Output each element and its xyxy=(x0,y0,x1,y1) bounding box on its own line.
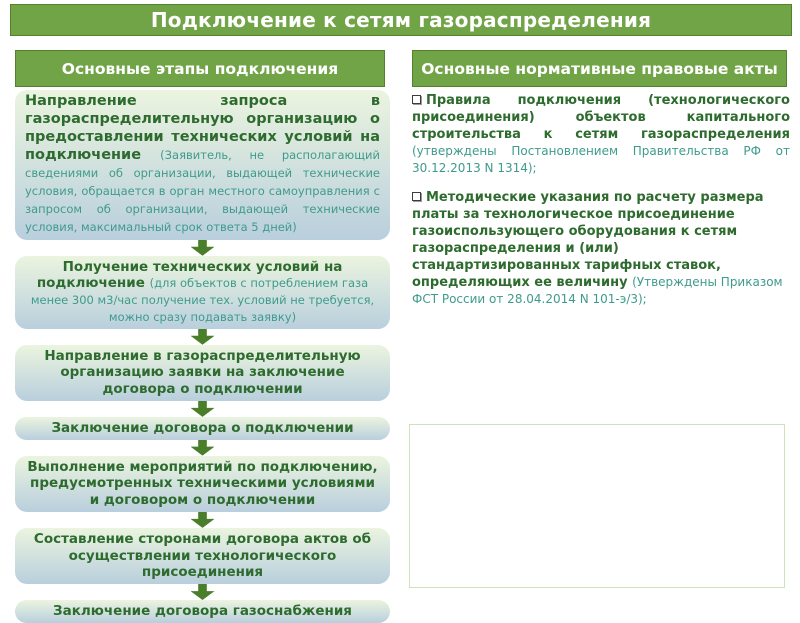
flow-step-2-note: (для объектов с потреблением газа менее 300 м3/час получение тех. условий не требуется, можно сразу подавать заявку) xyxy=(30,276,375,324)
right-panel-header-label: Основные нормативные правовые акты xyxy=(421,59,778,78)
flow-step-1-text: Направление запроса в газораспределительную организацию о предоставлении технических условий на подключение xyxy=(25,93,380,163)
flow-step-4-text: Заключение договора о подключении xyxy=(51,419,354,436)
flow-step-1-note: (Заявитель, не располагающий сведениями об организации, выдающей технические условия, обращается в орган местного самоуправления с запросом об организации, выдающей технические условия, максимальный срок ответа 5 дней) xyxy=(25,147,380,234)
flow-step-7-text: Заключение договора газоснабжения xyxy=(53,603,352,620)
flow-step-4 xyxy=(15,417,390,440)
down-arrow-icon xyxy=(191,329,215,345)
down-arrow-icon xyxy=(191,401,215,417)
slide-title-banner xyxy=(10,4,792,36)
legal-act-2-note: (Утверждены Приказом ФСТ России от 28.04.2014 N 101-э/3); xyxy=(412,274,783,306)
flow-step-6 xyxy=(15,528,390,584)
square-bullet-icon xyxy=(412,192,421,201)
slide-title: Подключение к сетям газораспределения xyxy=(150,8,652,32)
steps-flowchart xyxy=(15,90,390,620)
down-arrow-icon xyxy=(191,584,215,600)
square-bullet-icon xyxy=(412,95,421,104)
content-placeholder-box xyxy=(409,424,785,588)
flow-step-6-text: Составление сторонами договора актов об осуществлении технологического присоединения xyxy=(33,530,372,581)
flow-step-3 xyxy=(15,345,390,401)
flow-step-7 xyxy=(15,600,390,623)
legal-act-item-2 xyxy=(412,190,790,308)
legal-acts-list xyxy=(412,93,790,322)
flow-step-5 xyxy=(15,456,390,512)
right-panel-header xyxy=(412,50,787,87)
down-arrow-icon xyxy=(191,440,215,456)
legal-act-item-1 xyxy=(412,93,790,177)
left-panel-header-label: Основные этапы подключения xyxy=(61,59,339,78)
flow-step-1 xyxy=(15,90,390,240)
flow-step-2-text: Получение технических условий на подключение xyxy=(36,258,343,292)
legal-act-2-text: Методические указания по расчету размера платы за технологическое присоединение газоиспользующего оборудования к сетям газораспределения и (или) стандартизированных тарифных ставок, определяющих ее величину xyxy=(412,190,764,290)
left-panel-header xyxy=(15,50,385,87)
flow-step-5-text: Выполнение мероприятий по подключению, предусмотренных техническими условиями и договором о подключении xyxy=(27,458,378,509)
legal-act-1-text: Правила подключения (технологического присоединения) объектов капитального строительства к сетям газораспределения xyxy=(412,93,790,142)
legal-act-1-note: (утверждены Постановлением Правительства РФ от 30.12.2013 N 1314); xyxy=(412,143,790,175)
down-arrow-icon xyxy=(191,240,215,256)
flow-step-3-text: Направление в газораспределительную организацию заявки на заключение договора о подключении xyxy=(44,347,361,398)
flow-step-2 xyxy=(15,256,390,329)
down-arrow-icon xyxy=(191,512,215,528)
